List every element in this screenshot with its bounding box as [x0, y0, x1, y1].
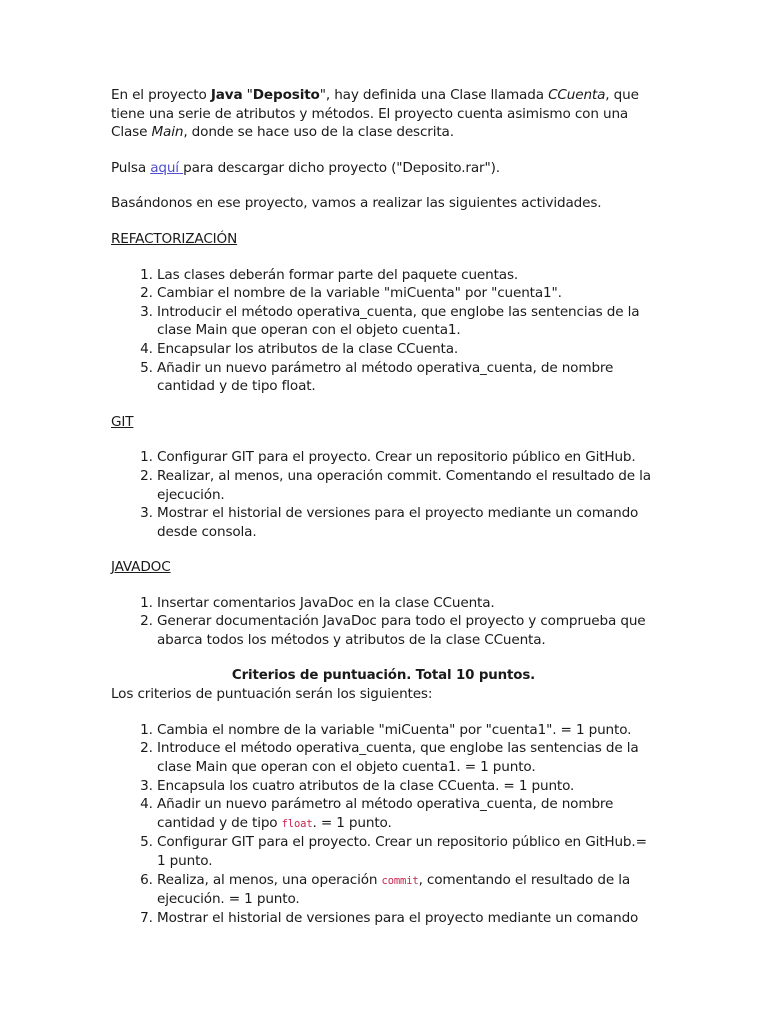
list-item: 4. Encapsular los atributos de la clase CCuenta. — [157, 340, 656, 359]
javadoc-list — [111, 594, 656, 650]
list-item: 2. Introduce el método operativa_cuenta, que englobe las sentencias de la clase Main que operan con el objeto cuenta1. = 1 punto. — [157, 739, 656, 776]
main-italic: Main — [151, 124, 184, 141]
commit-code: commit — [381, 874, 419, 887]
list-item: 5. Configurar GIT para el proyecto. Crear un repositorio público en GitHub.= 1 punto. — [157, 833, 656, 870]
list-item: 2. Cambiar el nombre de la variable "miCuenta" por "cuenta1". — [157, 284, 656, 303]
list-item: 3. Mostrar el historial de versiones para el proyecto mediante un comando desde consola. — [157, 504, 656, 541]
ccuenta-italic: CCuenta — [548, 87, 606, 103]
float-code: float — [281, 817, 313, 830]
list-item: 3. Introducir el método operativa_cuenta, que englobe las sentencias de la clase Main que operan con el objeto cuenta1. — [157, 303, 656, 340]
list-item: 5. Añadir un nuevo parámetro al método operativa_cuenta, de nombre cantidad y de tipo float. — [157, 359, 656, 396]
download-paragraph: Pulsa aquí para descargar dicho proyecto ("Deposito.rar"). — [111, 159, 500, 176]
list-item: 1. Cambia el nombre de la variable "miCuenta" por "cuenta1". = 1 punto. — [157, 721, 656, 740]
list-item: 1. Insertar comentarios JavaDoc en la clase CCuenta. — [157, 594, 656, 613]
intro-paragraph: En el proyecto Java "Deposito", hay definida una Clase llamada CCuenta, que tiene una serie de atributos y métodos. El proyecto cuenta asimismo con una Clase Main, donde se hace uso de la clase descrita. — [111, 87, 639, 141]
criteria-subtitle: Los criterios de puntuación serán los siguientes: — [111, 686, 433, 703]
list-item: 2. Realizar, al menos, una operación commit. Comentando el resultado de la ejecución. — [157, 467, 656, 504]
list-item: 3. Encapsula los cuatro atributos de la clase CCuenta. = 1 punto. — [157, 777, 656, 796]
java-bold: Java — [210, 87, 243, 103]
document-body — [111, 86, 656, 944]
deposito-bold: Deposito — [252, 87, 320, 103]
criteria-list — [111, 721, 656, 928]
list-item: 7. Mostrar el historial de versiones para el proyecto mediante un comando — [157, 909, 656, 928]
download-link[interactable]: aquí — [150, 159, 184, 176]
criteria-title: Criterios de puntuación. Total 10 puntos. — [231, 667, 536, 683]
section-heading-javadoc: JAVADOC — [111, 559, 171, 576]
refactor-list — [111, 266, 656, 396]
git-list — [111, 448, 656, 541]
section-heading-git: GIT — [111, 413, 134, 430]
list-item: 4. Añadir un nuevo parámetro al método operativa_cuenta, de nombre cantidad y de tipo float. = 1 punto. — [157, 795, 656, 833]
list-item: 1. Las clases deberán formar parte del paquete cuentas. — [157, 266, 656, 285]
list-item: 2. Generar documentación JavaDoc para todo el proyecto y comprueba que abarca todos los métodos y atributos de la clase CCuenta. — [157, 612, 656, 649]
activities-intro: Basándonos en ese proyecto, vamos a realizar las siguientes actividades. — [111, 195, 602, 212]
list-item: 6. Realiza, al menos, una operación commit, comentando el resultado de la ejecución. = 1 punto. — [157, 871, 656, 909]
list-item: 1. Configurar GIT para el proyecto. Crear un repositorio público en GitHub. — [157, 448, 656, 467]
section-heading-refactorizacion: REFACTORIZACIÓN — [111, 230, 238, 247]
